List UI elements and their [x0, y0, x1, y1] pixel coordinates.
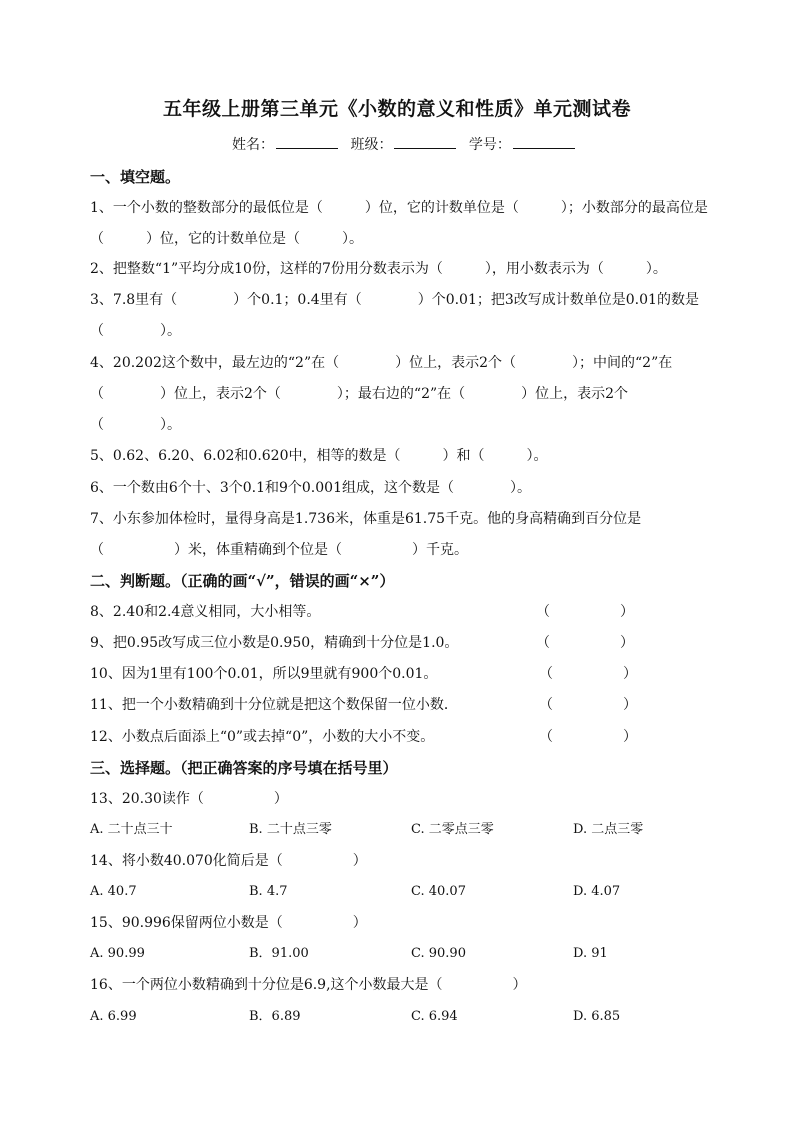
- question-1-line-2: （ ）位，它的计数单位是（ ）。: [90, 231, 363, 247]
- answer-paren-10[interactable]: （ ）: [539, 666, 637, 682]
- q14-option-b[interactable]: B. 4.7: [249, 884, 288, 899]
- q13-option-b[interactable]: B. 二十点三零: [249, 822, 332, 837]
- q16-option-c[interactable]: C. 6.94: [411, 1009, 458, 1024]
- question-5: 5、0.62、6.20、6.02和0.620中，相等的数是（ ）和（ ）。: [90, 448, 548, 464]
- name-blank[interactable]: [276, 136, 338, 149]
- q16-option-b[interactable]: B．6.89: [249, 1009, 301, 1024]
- question-15: 15、90.996保留两位小数是（ ）: [90, 915, 367, 931]
- q16-option-a[interactable]: A. 6.99: [90, 1009, 137, 1024]
- answer-paren-12[interactable]: （ ）: [539, 729, 637, 745]
- q15-option-d[interactable]: D. 91: [573, 946, 608, 961]
- answer-paren-11[interactable]: （ ）: [539, 697, 637, 713]
- q15-option-a[interactable]: A. 90.99: [90, 946, 145, 961]
- question-3-line-1: 3、7.8里有（ ）个0.1；0.4里有（ ）个0.01；把3改写成计数单位是0.01的数是: [90, 292, 699, 308]
- question-16: 16、一个两位小数精确到十分位是6.9,这个小数最大是（ ）: [90, 977, 527, 993]
- question-9: 9、把0.95改写成三位小数是0.950，精确到十分位是1.0。: [90, 635, 459, 651]
- section-true-false-heading: 二、判断题。（正确的画“√”，错误的画“×”）: [90, 572, 395, 590]
- class-label: 班级：: [350, 137, 393, 153]
- question-6: 6、一个数由6个十、3个0.1和9个0.001组成，这个数是（ ）。: [90, 480, 531, 496]
- question-4-line-3: （ ）。: [90, 417, 181, 433]
- q15-option-b[interactable]: B．91.00: [249, 946, 309, 961]
- question-3-line-2: （ ）。: [90, 323, 181, 339]
- number-blank[interactable]: [513, 136, 575, 149]
- question-1-line-1: 1、一个小数的整数部分的最低位是（ ）位，它的计数单位是（ ）；小数部分的最高位是: [90, 200, 708, 216]
- answer-paren-9[interactable]: （ ）: [536, 635, 634, 651]
- question-10: 10、因为1里有100个0.01，所以9里就有900个0.01。: [90, 666, 438, 682]
- question-7-line-2: （ ）米，体重精确到个位是（ ）千克。: [90, 542, 468, 558]
- question-11: 11、把一个小数精确到十分位就是把这个数保留一位小数．: [90, 697, 458, 713]
- question-2: 2、把整数“1”平均分成10份，这样的7份用分数表示为（ ），用小数表示为（ ）。: [90, 261, 667, 277]
- q13-option-c[interactable]: C. 二零点三零: [411, 822, 494, 837]
- q15-option-c[interactable]: C. 90.90: [411, 946, 466, 961]
- question-8: 8、2.40和2.4意义相同，大小相等。: [90, 604, 321, 620]
- q13-option-d[interactable]: D. 二点三零: [573, 822, 644, 837]
- q14-option-c[interactable]: C. 40.07: [411, 884, 466, 899]
- class-blank[interactable]: [394, 136, 456, 149]
- page-title: 五年级上册第三单元《小数的意义和性质》单元测试卷: [162, 98, 631, 120]
- section-multiple-choice-heading: 三、选择题。（把正确答案的序号填在括号里）: [90, 759, 398, 777]
- question-12: 12、小数点后面添上“0”或去掉“0”，小数的大小不变。: [90, 729, 435, 745]
- name-label: 姓名：: [232, 137, 274, 153]
- question-4-line-2: （ ）位上，表示2个（ ）；最右边的“2”在（ ）位上，表示2个: [90, 386, 629, 402]
- question-13: 13、20.30读作（ ）: [90, 791, 288, 807]
- question-7-line-1: 7、小东参加体检时，量得身高是1.736米，体重是61.75千克。他的身高精确到百分位是: [90, 511, 642, 527]
- number-label: 学号：: [468, 137, 511, 153]
- q13-option-a[interactable]: A. 二十点三十: [90, 822, 173, 837]
- q14-option-d[interactable]: D. 4.07: [573, 884, 621, 899]
- answer-paren-8[interactable]: （ ）: [536, 604, 634, 620]
- q16-option-d[interactable]: D. 6.85: [573, 1009, 621, 1024]
- student-info-row: [232, 134, 583, 154]
- question-4-line-1: 4、20.202这个数中，最左边的“2”在（ ）位上，表示2个（ ）；中间的“2”在: [90, 355, 673, 371]
- q14-option-a[interactable]: A. 40.7: [90, 884, 137, 899]
- section-fill-blank-heading: 一、填空题。: [90, 168, 181, 186]
- question-14: 14、将小数40.070化简后是（ ）: [90, 853, 367, 869]
